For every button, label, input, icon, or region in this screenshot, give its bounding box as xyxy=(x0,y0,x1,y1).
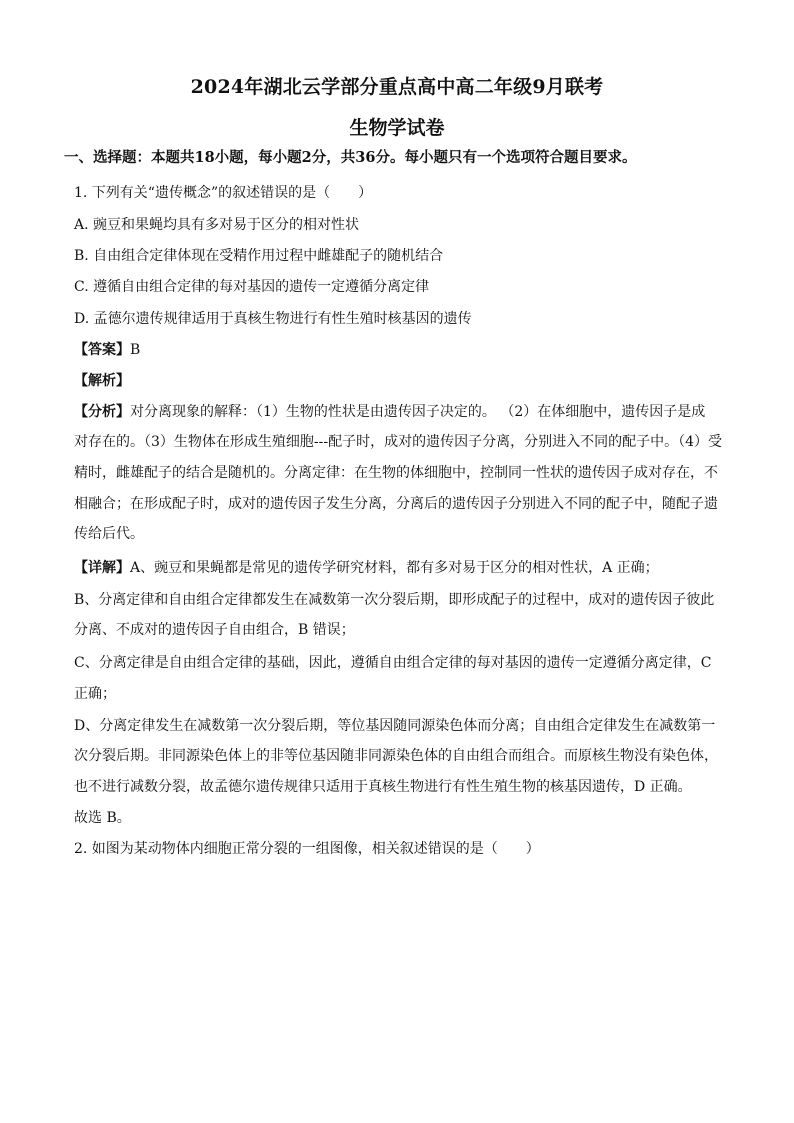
xiangjie-text: 正确； xyxy=(74,686,116,702)
exam-subtitle: 生物学试卷 xyxy=(349,117,445,139)
answer-value: B xyxy=(130,342,141,358)
xiangjie-text: B、分离定律和自由组合定律都发生在减数第一次分裂后期，即形成配子的过程中，成对的遗传因子彼此 xyxy=(74,592,715,608)
fenxi-text: 传给后代。 xyxy=(74,526,144,542)
question-2-stem: 2. 如图为某动物体内细胞正常分裂的一组图像，相关叙述错误的是（ ） xyxy=(74,841,540,857)
xiangjie-text: C、分离定律是自由组合定律的基础，因此，遵循自由组合定律的每对基因的遗传一定遵循分离定律，C xyxy=(74,655,712,671)
xiangjie-text: 也不进行减数分裂，故孟德尔遗传规律只适用于真核生物进行有性生殖生物的核基因遗传，D 正确。 xyxy=(74,779,692,795)
fenxi-text: 相融合；在形成配子时，成对的遗传因子发生分离，分离后的遗传因子分别进入不同的配子中，随配子遗 xyxy=(74,496,718,512)
xiangjie-text: 分离、不成对的遗传因子自由组合，B 错误； xyxy=(74,622,355,638)
xiangjie-tag: 【详解】 xyxy=(74,560,130,576)
question-1-stem: 1. 下列有关“遗传概念”的叙述错误的是（ ） xyxy=(74,185,373,201)
question-1-option-a: A. 豌豆和果蝇均具有多对易于区分的相对性状 xyxy=(74,217,360,233)
question-1-option-d: D. 孟德尔遗传规律适用于真核生物进行有性生殖时核基因的遗传 xyxy=(74,311,472,327)
answer-tag: 【答案】 xyxy=(74,342,130,358)
analysis-tag: 【解析】 xyxy=(74,373,130,389)
fenxi-tag: 【分析】 xyxy=(74,404,130,420)
xiangjie-text: 故选 B。 xyxy=(74,810,131,826)
question-1-option-c: C. 遵循自由组合定律的每对基因的遗传一定遵循分离定律 xyxy=(74,279,430,295)
question-1-option-b: B. 自由组合定律体现在受精作用过程中雌雄配子的随机结合 xyxy=(74,248,444,264)
fenxi-line xyxy=(74,402,705,422)
xiangjie-line xyxy=(74,558,659,578)
fenxi-text: 对存在的。（3）生物体在形成生殖细胞---配子时，成对的遗传因子分离，分别进入不同的配子中。（4）受 xyxy=(74,434,723,450)
section-heading: 一、选择题：本题共18小题，每小题2分，共36分。每小题只有一个选项符合题目要求。 xyxy=(64,149,637,166)
fenxi-text: 精时，雌雄配子的结合是随机的。分离定律：在生物的体细胞中，控制同一性状的遗传因子成对存在，不 xyxy=(74,465,718,481)
exam-title: 2024年湖北云学部分重点高中高二年级9月联考 xyxy=(190,76,604,98)
answer-line xyxy=(74,340,140,360)
xiangjie-text: D、分离定律发生在减数第一次分裂后期，等位基因随同源染色体而分离；自由组合定律发生在减数第一 xyxy=(74,718,716,734)
fenxi-text: 对分离现象的解释：（1）生物的性状是由遗传因子决定的。 （2）在体细胞中，遗传因子是成 xyxy=(130,404,706,420)
xiangjie-text: A、豌豆和果蝇都是常见的遗传学研究材料，都有多对易于区分的相对性状，A 正确； xyxy=(130,560,659,576)
xiangjie-text: 次分裂后期。非同源染色体上的非等位基因随非同源染色体的自由组合而组合。而原核生物没有染色体， xyxy=(74,748,718,764)
